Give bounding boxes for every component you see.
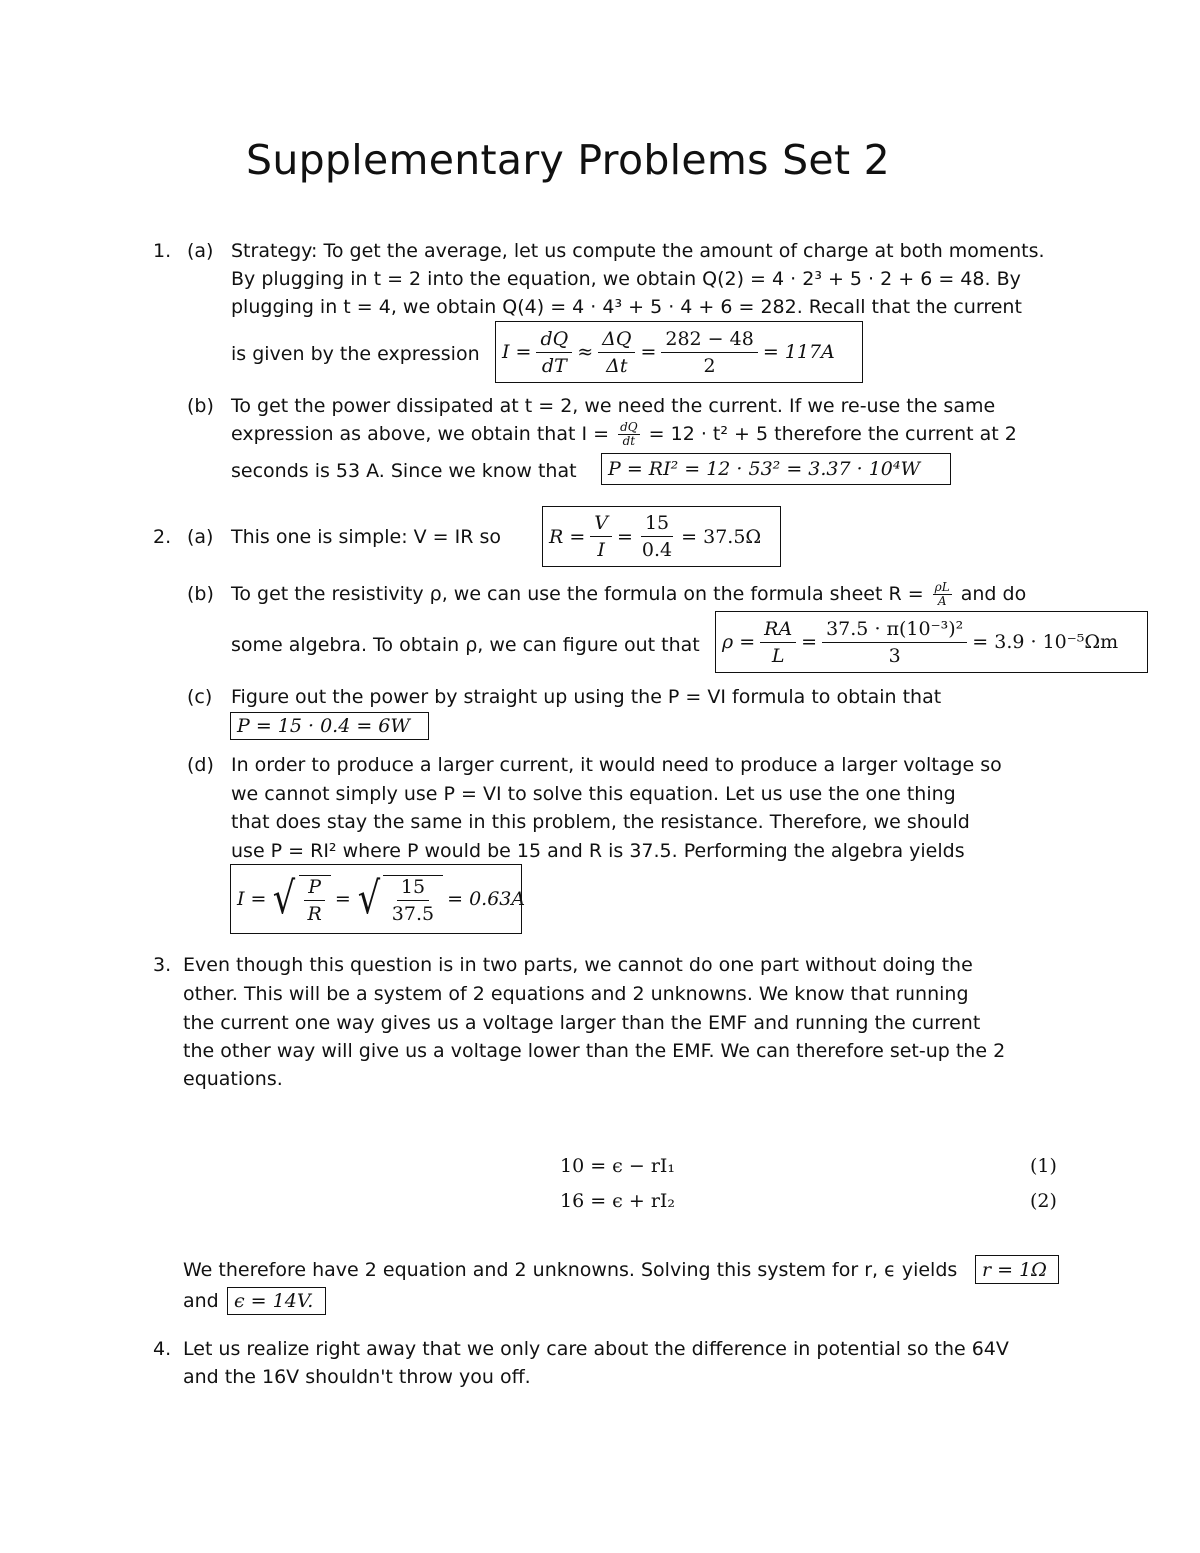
formula-text: = 3.9 · 10⁻⁵Ωm (972, 631, 1119, 653)
fraction (638, 512, 676, 561)
fraction (536, 328, 572, 377)
denominator: R (307, 902, 322, 925)
text-span: = 12 · t² + 5 therefore the current at 2 (648, 423, 1017, 445)
formula-text: ϵ = 14V. (234, 1290, 314, 1312)
resistivity-formula-box (715, 611, 1148, 673)
equation-2: 16 = ϵ + rI₂ (560, 1190, 676, 1212)
formula-text: = 0.63A (447, 888, 526, 910)
numerator: 15 (641, 512, 673, 537)
numerator: P (304, 876, 325, 901)
equation-2-number: (2) (1030, 1190, 1057, 1212)
problem-1a-line-1: Strategy: To get the average, let us compute the amount of charge at both moments. (231, 240, 1045, 262)
numerator: dQ (536, 328, 572, 353)
numerator: ΔQ (598, 328, 635, 353)
numerator: 282 − 48 (661, 328, 757, 353)
problem-1b-line-3: seconds is 53 A. Since we know that (231, 460, 577, 482)
problem-3-and-text: and (183, 1290, 219, 1312)
emf-result-box (227, 1287, 326, 1315)
denominator: A (937, 594, 947, 608)
denominator: 3 (888, 644, 901, 667)
problem-3-line-3: the current one way gives us a voltage larger than the EMF and running the current (183, 1012, 981, 1034)
formula-text: ρ = (722, 631, 756, 653)
formula-text: = (801, 631, 818, 653)
problem-2a-label: (a) (187, 526, 214, 548)
inline-fraction (933, 581, 952, 608)
equation-1: 10 = ϵ − rI₁ (560, 1155, 676, 1177)
fraction (388, 876, 438, 925)
numerator: 15 (397, 876, 429, 901)
numerator: dQ (620, 420, 638, 434)
formula-text: P = RI² = 12 · 53² = 3.37 · 10⁴W (608, 458, 921, 480)
formula-text: = (640, 341, 657, 363)
text-span: To get the resistivity ρ, we can use the formula on the formula sheet R = (231, 583, 924, 605)
text-span: expression as above, we obtain that I = (231, 423, 610, 445)
problem-2-number: 2. (153, 526, 172, 548)
problem-4-number: 4. (153, 1338, 172, 1360)
problem-4-line-1: Let us realize right away that we only care about the difference in potential so the 64V (183, 1338, 1009, 1360)
formula-text: = 37.5Ω (681, 525, 762, 548)
problem-1a-line-2: By plugging in t = 2 into the equation, we obtain Q(2) = 4 · 2³ + 5 · 2 + 6 = 48. By (231, 268, 1021, 290)
denominator: dT (541, 354, 567, 377)
formula-text: P = 15 · 0.4 = 6W (237, 715, 410, 737)
numerator: RA (760, 618, 796, 643)
page-title: Supplementary Problems Set 2 (246, 136, 891, 184)
problem-3-line-2: other. This will be a system of 2 equations and 2 unknowns. We know that running (183, 983, 969, 1005)
problem-2c-label: (c) (187, 686, 213, 708)
numerator: ρL (934, 580, 950, 594)
text-span: and do (960, 583, 1027, 605)
fraction (304, 876, 326, 925)
problem-3-line-4: the other way will give us a voltage lower than the EMF. We can therefore set-up the 2 (183, 1040, 1006, 1062)
problem-2d-line-3: that does stay the same in this problem, the resistance. Therefore, we should (231, 811, 970, 833)
fraction (590, 512, 612, 561)
problem-2d-label: (d) (187, 754, 214, 776)
fraction (661, 328, 757, 377)
problem-4-line-2: and the 16V shouldn't throw you off. (183, 1366, 531, 1388)
formula-text: R = (549, 525, 586, 548)
problem-2b-line-1 (231, 581, 1026, 608)
radical-sign: √ (273, 873, 296, 924)
problem-1b-label: (b) (187, 395, 214, 417)
denominator: Δt (606, 354, 628, 377)
problem-2d-line-4: use P = RI² where P would be 15 and R is 37.5. Performing the algebra yields (231, 840, 965, 862)
formula-text: = (617, 525, 633, 548)
square-root (270, 874, 330, 925)
denominator: 37.5 (391, 902, 435, 925)
numerator: V (590, 512, 612, 537)
formula-text: = 117A (762, 341, 835, 363)
formula-text: I = (502, 341, 532, 363)
power-result-box (230, 712, 429, 740)
problem-1-number: 1. (153, 240, 172, 262)
numerator: 37.5 · π(10⁻³)² (822, 618, 967, 643)
problem-3-number: 3. (153, 954, 172, 976)
problem-2d-line-2: we cannot simply use P = VI to solve this equation. Let us use the one thing (231, 783, 956, 805)
power-formula-box (601, 453, 951, 485)
denominator: 0.4 (641, 539, 673, 561)
problem-1a-line-4: is given by the expression (231, 343, 480, 365)
denominator: L (771, 644, 785, 667)
problem-1b-line-2 (231, 421, 1017, 448)
square-root (355, 874, 443, 925)
problem-1a-line-3: plugging in t = 4, we obtain Q(4) = 4 · 4³ + 5 · 4 + 6 = 282. Recall that the current (231, 296, 1022, 318)
problem-3-line-5: equations. (183, 1068, 283, 1090)
formula-text: I = (237, 888, 267, 910)
problem-2a-line: This one is simple: V = IR so (231, 526, 501, 548)
problem-2b-line-2: some algebra. To obtain ρ, we can figure out that (231, 634, 700, 656)
problem-2c-line-1: Figure out the power by straight up using the P = VI formula to obtain that (231, 686, 942, 708)
fraction (760, 618, 796, 667)
problem-2b-label: (b) (187, 583, 214, 605)
problem-1a-label: (a) (187, 240, 214, 262)
problem-3-solution-line: We therefore have 2 equation and 2 unknowns. Solving this system for r, ϵ yields (183, 1259, 958, 1281)
fraction (822, 618, 967, 667)
current-sqrt-box (230, 864, 526, 934)
denominator: dt (622, 434, 636, 448)
formula-text: ≈ (577, 341, 594, 363)
current-formula-box (495, 321, 863, 383)
denominator: 2 (703, 354, 716, 377)
resistance-formula-box (542, 506, 781, 567)
formula-text: = (334, 888, 351, 910)
inline-fraction (618, 421, 640, 448)
denominator: I (597, 539, 605, 561)
r-result-box (975, 1255, 1059, 1284)
formula-text: r = 1Ω (982, 1258, 1047, 1281)
problem-2d-line-1: In order to produce a larger current, it would need to produce a larger voltage so (231, 754, 1002, 776)
radical-sign: √ (357, 873, 380, 924)
problem-1b-line-1: To get the power dissipated at t = 2, we need the current. If we re-use the same (231, 395, 996, 417)
problem-3-line-1: Even though this question is in two parts, we cannot do one part without doing the (183, 954, 973, 976)
fraction (598, 328, 635, 377)
equation-1-number: (1) (1030, 1155, 1057, 1177)
